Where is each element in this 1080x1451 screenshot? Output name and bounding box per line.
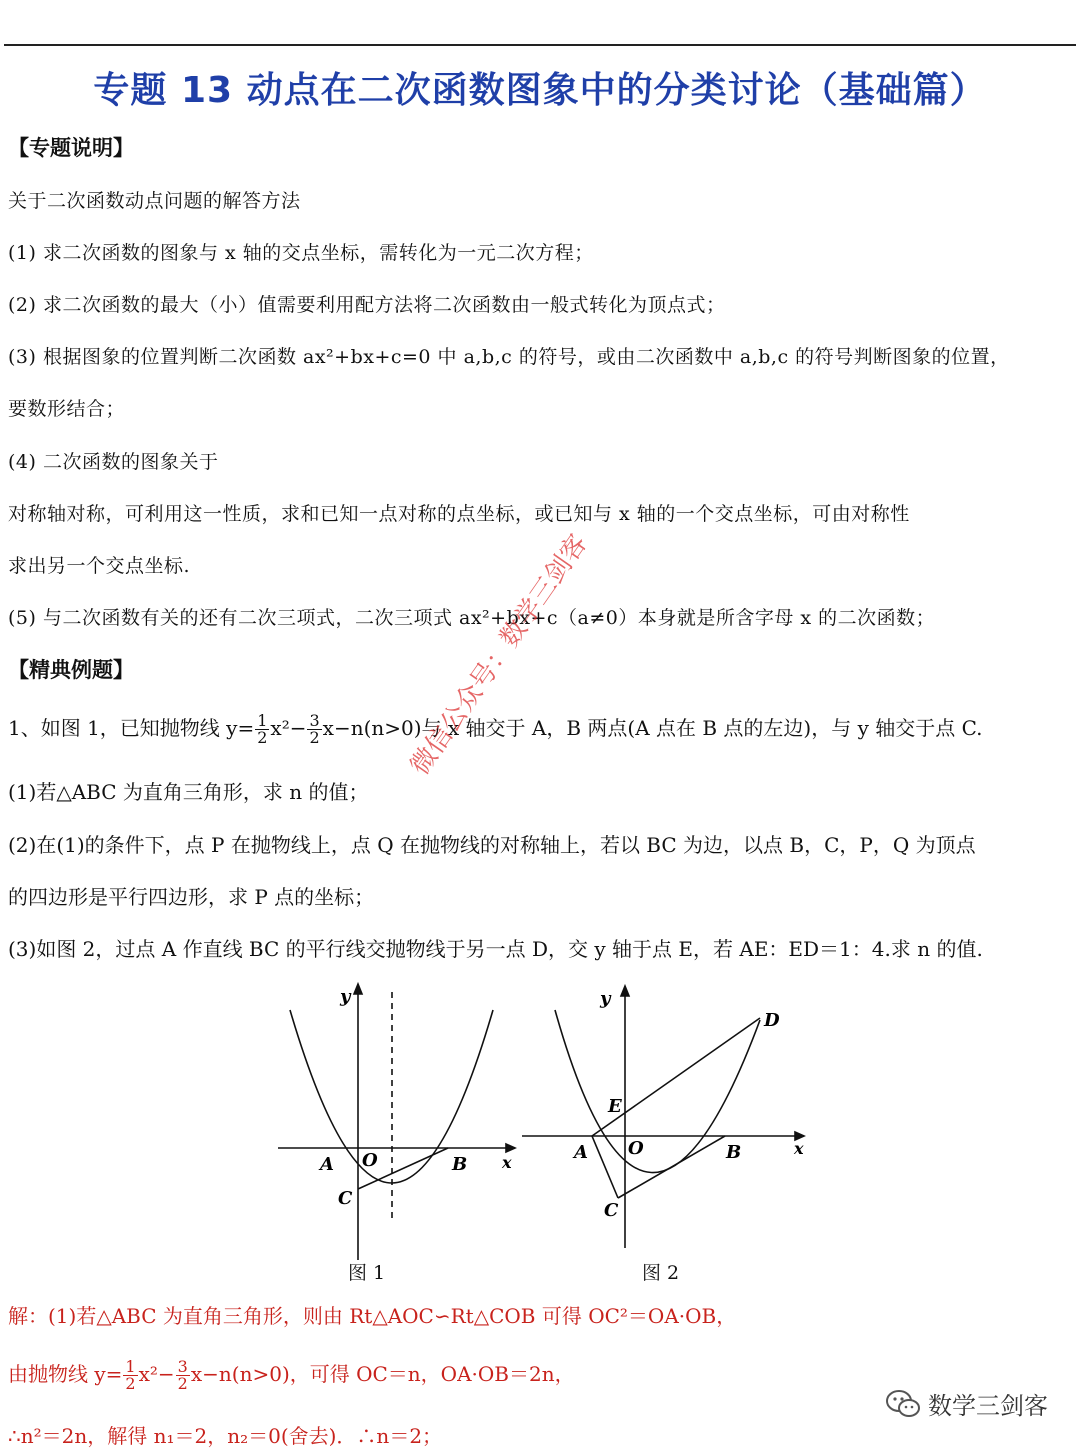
watermark: 微信公众号：数学三剑客 [404, 529, 594, 781]
fig1-label-x: x [502, 1153, 512, 1172]
fig2-y-arrow [621, 986, 629, 996]
fig1-label-c: C [338, 1188, 353, 1209]
fig1-label-a: A [320, 1154, 334, 1175]
fig2-label-e: E [608, 1096, 622, 1117]
fig2-segment-ac [592, 1136, 618, 1198]
figures [270, 980, 830, 1280]
solution-line-2: 由抛物线 y= $\frac{1}{2}$ x²− $\frac{3}{2}$ x−n(n>0)，可得 OC＝n，OA·OB＝2n， [8, 1357, 575, 1393]
figure-1-caption: 图 1 [348, 1262, 386, 1284]
fig1-label-y: y [340, 986, 351, 1007]
wechat-icon [886, 1389, 920, 1419]
question-1: (1)若△ABC 为直角三角形，求 n 的值； [8, 780, 369, 804]
figure-2-caption: 图 2 [642, 1262, 680, 1284]
fig1-label-o: O [362, 1150, 378, 1171]
fig2-label-c: C [604, 1200, 619, 1221]
point-3-cont: 要数形结合； [8, 398, 126, 420]
fraction-three-halves: $\frac{3}{2}$ [309, 711, 320, 747]
point-3: (3) 根据图象的位置判断二次函数 ax²+bx+c=0 中 a,b,c 的符号，或由二次函数中 a,b,c 的符号判断图象的位置， [8, 346, 1010, 368]
point-4-cont-1: 对称轴对称，可利用这一性质，求和已知一点对称的点坐标，或已知与 x 轴的一个交点坐标，可由对称性 [8, 503, 910, 525]
point-2: (2) 求二次函数的最大（小）值需要利用配方法将二次函数由一般式转化为顶点式； [8, 294, 726, 316]
question-3: (3)如图 2，过点 A 作直线 BC 的平行线交抛物线于另一点 D，交 y 轴于点 E，若 AE：ED＝1：4.求 n 的值. [8, 937, 983, 961]
fig2-label-x: x [794, 1139, 804, 1158]
fig2-line-ad [592, 1018, 760, 1136]
example-stem: 1、如图 1，已知抛物线 y= $\frac{1}{2}$ x²− $\frac{3}{2}$ x−n(n>0)与 x 轴交于 A，B 两点(A 点在 B 点的左边)，与 y 轴交于点 C. [8, 711, 983, 747]
fraction-half: $\frac{1}{2}$ [257, 711, 268, 747]
fig2-label-d: D [764, 1010, 780, 1031]
point-5: (5) 与二次函数有关的还有二次三项式，二次三项式 ax²+bx+c（a≠0）本身就是所含字母 x 的二次函数； [8, 607, 936, 629]
point-4: (4) 二次函数的图象关于 [8, 451, 219, 473]
section-heading-examples: 【精典例题】 [8, 658, 134, 682]
fig1-y-arrow [354, 984, 362, 994]
fig1-label-b: B [452, 1154, 468, 1175]
brand-name: 数学三剑客 [928, 1392, 1048, 1420]
solution-fraction-three-halves: $\frac{3}{2}$ [177, 1357, 188, 1393]
fig2-label-b: B [726, 1142, 742, 1163]
section-heading-description: 【专题说明】 [8, 136, 134, 160]
question-2: (2)在(1)的条件下，点 P 在抛物线上，点 Q 在抛物线的对称轴上，若以 BC 为边，以点 B，C，P，Q 为顶点 [8, 833, 976, 857]
solution-fraction-half: $\frac{1}{2}$ [125, 1357, 136, 1393]
intro-line: 关于二次函数动点问题的解答方法 [8, 190, 301, 212]
fig2-label-y: y [600, 988, 611, 1009]
top-rule [4, 44, 1076, 46]
fig1-x-arrow [506, 1144, 515, 1152]
fig2-label-o: O [628, 1138, 644, 1159]
figure-1 [278, 984, 515, 1260]
fig2-label-a: A [574, 1142, 588, 1163]
point-4-cont-2: 求出另一个交点坐标. [8, 555, 191, 577]
brand-badge [886, 1386, 1048, 1421]
solution-line-1: 解：(1)若△ABC 为直角三角形，则由 Rt△AOC∽Rt△COB 可得 OC²＝OA·OB， [8, 1304, 737, 1328]
point-1: (1) 求二次函数的图象与 x 轴的交点坐标，需转化为一元二次方程； [8, 242, 594, 264]
question-2-cont: 的四边形是平行四边形，求 P 点的坐标； [8, 885, 375, 909]
figure-2 [522, 986, 804, 1248]
page-title: 专题 13 动点在二次函数图象中的分类讨论（基础篇） [93, 70, 987, 111]
solution-line-3: ∴n²＝2n，解得 n₁＝2，n₂＝0(舍去)．∴n＝2； [8, 1424, 443, 1448]
